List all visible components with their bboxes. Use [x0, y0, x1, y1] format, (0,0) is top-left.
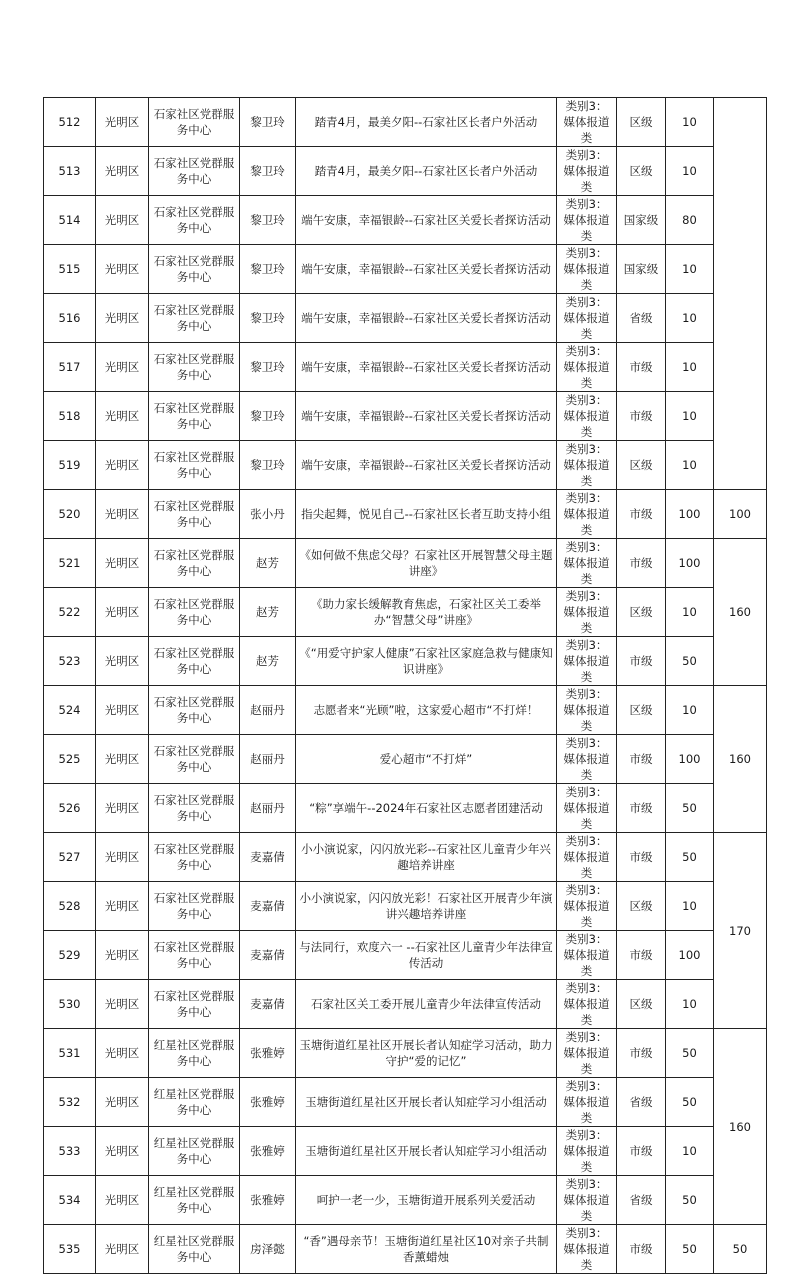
records-table [43, 97, 767, 1274]
table-row [44, 196, 767, 245]
category-cell: 类别3：媒体报道类 [557, 784, 617, 833]
level-cell: 市级 [617, 1029, 666, 1078]
score-cell: 50 [666, 637, 714, 686]
category-cell: 类别3：媒体报道类 [557, 1225, 617, 1274]
row-number-cell: 534 [44, 1176, 96, 1225]
table-row [44, 882, 767, 931]
row-number-cell: 516 [44, 294, 96, 343]
activity-title-cell: 《助力家长缓解教育焦虑，石家社区关工委举办“智慧父母”讲座》 [296, 588, 557, 637]
category-cell: 类别3：媒体报道类 [557, 147, 617, 196]
score-cell: 10 [666, 1127, 714, 1176]
organization-cell: 石家社区党群服务中心 [149, 245, 240, 294]
person-cell: 张雅婷 [240, 1176, 296, 1225]
district-cell: 光明区 [96, 1029, 149, 1078]
activity-title-cell: 爱心超市“不打烊” [296, 735, 557, 784]
score-cell: 10 [666, 245, 714, 294]
level-cell: 区级 [617, 588, 666, 637]
organization-cell: 石家社区党群服务中心 [149, 931, 240, 980]
category-cell: 类别3：媒体报道类 [557, 588, 617, 637]
person-cell: 张雅婷 [240, 1029, 296, 1078]
organization-cell: 红星社区党群服务中心 [149, 1127, 240, 1176]
category-cell: 类别3：媒体报道类 [557, 735, 617, 784]
activity-title-cell: 踏青4月，最美夕阳--石家社区长者户外活动 [296, 98, 557, 147]
activity-title-cell: 小小演说家，闪闪放光彩--石家社区儿童青少年兴趣培养讲座 [296, 833, 557, 882]
table-row [44, 833, 767, 882]
activity-title-cell: 端午安康，幸福银龄--石家社区关爱长者探访活动 [296, 294, 557, 343]
table-row [44, 392, 767, 441]
group-total-cell [714, 98, 767, 490]
organization-cell: 石家社区党群服务中心 [149, 294, 240, 343]
activity-title-cell: 玉塘街道红星社区开展长者认知症学习小组活动 [296, 1078, 557, 1127]
row-number-cell: 532 [44, 1078, 96, 1127]
score-cell: 10 [666, 343, 714, 392]
level-cell: 区级 [617, 686, 666, 735]
category-cell: 类别3：媒体报道类 [557, 1176, 617, 1225]
level-cell: 市级 [617, 1127, 666, 1176]
organization-cell: 石家社区党群服务中心 [149, 490, 240, 539]
activity-title-cell: 端午安康，幸福银龄--石家社区关爱长者探访活动 [296, 196, 557, 245]
level-cell: 区级 [617, 147, 666, 196]
level-cell: 市级 [617, 735, 666, 784]
district-cell: 光明区 [96, 833, 149, 882]
district-cell: 光明区 [96, 539, 149, 588]
level-cell: 市级 [617, 1225, 666, 1274]
level-cell: 区级 [617, 980, 666, 1029]
score-cell: 50 [666, 1225, 714, 1274]
activity-title-cell: 小小演说家，闪闪放光彩！石家社区开展青少年演讲兴趣培养讲座 [296, 882, 557, 931]
district-cell: 光明区 [96, 98, 149, 147]
district-cell: 光明区 [96, 294, 149, 343]
score-cell: 10 [666, 980, 714, 1029]
activity-title-cell: 玉塘街道红星社区开展长者认知症学习小组活动 [296, 1127, 557, 1176]
table-row [44, 1078, 767, 1127]
row-number-cell: 517 [44, 343, 96, 392]
organization-cell: 石家社区党群服务中心 [149, 637, 240, 686]
person-cell: 黎卫玲 [240, 392, 296, 441]
score-cell: 10 [666, 588, 714, 637]
level-cell: 市级 [617, 539, 666, 588]
row-number-cell: 522 [44, 588, 96, 637]
score-cell: 10 [666, 882, 714, 931]
level-cell: 区级 [617, 98, 666, 147]
table-row [44, 735, 767, 784]
group-total-cell: 160 [714, 686, 767, 833]
person-cell: 张雅婷 [240, 1127, 296, 1176]
person-cell: 黎卫玲 [240, 294, 296, 343]
district-cell: 光明区 [96, 735, 149, 784]
score-cell: 10 [666, 294, 714, 343]
district-cell: 光明区 [96, 196, 149, 245]
table-body [44, 98, 767, 1274]
table-row [44, 1176, 767, 1225]
group-total-cell: 170 [714, 833, 767, 1029]
row-number-cell: 520 [44, 490, 96, 539]
person-cell: 黎卫玲 [240, 147, 296, 196]
organization-cell: 石家社区党群服务中心 [149, 98, 240, 147]
level-cell: 国家级 [617, 196, 666, 245]
activity-title-cell: 志愿者来“光顾”啦，这家爱心超市“不打烊！ [296, 686, 557, 735]
score-cell: 10 [666, 98, 714, 147]
organization-cell: 石家社区党群服务中心 [149, 588, 240, 637]
row-number-cell: 515 [44, 245, 96, 294]
district-cell: 光明区 [96, 637, 149, 686]
organization-cell: 红星社区党群服务中心 [149, 1078, 240, 1127]
group-total-cell: 160 [714, 1029, 767, 1225]
district-cell: 光明区 [96, 882, 149, 931]
table-row [44, 343, 767, 392]
activity-title-cell: 端午安康，幸福银龄--石家社区关爱长者探访活动 [296, 343, 557, 392]
district-cell: 光明区 [96, 343, 149, 392]
level-cell: 市级 [617, 784, 666, 833]
category-cell: 类别3：媒体报道类 [557, 441, 617, 490]
category-cell: 类别3：媒体报道类 [557, 1127, 617, 1176]
district-cell: 光明区 [96, 392, 149, 441]
organization-cell: 石家社区党群服务中心 [149, 784, 240, 833]
level-cell: 区级 [617, 441, 666, 490]
person-cell: 麦嘉倩 [240, 833, 296, 882]
row-number-cell: 523 [44, 637, 96, 686]
table-row [44, 1225, 767, 1274]
activity-title-cell: 与法同行，欢度六一 --石家社区儿童青少年法律宣传活动 [296, 931, 557, 980]
table-row [44, 539, 767, 588]
organization-cell: 石家社区党群服务中心 [149, 147, 240, 196]
activity-title-cell: 端午安康，幸福银龄--石家社区关爱长者探访活动 [296, 392, 557, 441]
category-cell: 类别3：媒体报道类 [557, 686, 617, 735]
table-row [44, 980, 767, 1029]
score-cell: 80 [666, 196, 714, 245]
category-cell: 类别3：媒体报道类 [557, 1078, 617, 1127]
organization-cell: 石家社区党群服务中心 [149, 196, 240, 245]
category-cell: 类别3：媒体报道类 [557, 980, 617, 1029]
activity-title-cell: 呵护一老一少，玉塘街道开展系列关爱活动 [296, 1176, 557, 1225]
table-row [44, 1127, 767, 1176]
table-row [44, 686, 767, 735]
district-cell: 光明区 [96, 588, 149, 637]
score-cell: 50 [666, 784, 714, 833]
category-cell: 类别3：媒体报道类 [557, 98, 617, 147]
activity-title-cell: “粽”享端午--2024年石家社区志愿者团建活动 [296, 784, 557, 833]
score-cell: 50 [666, 1078, 714, 1127]
level-cell: 区级 [617, 882, 666, 931]
organization-cell: 石家社区党群服务中心 [149, 735, 240, 784]
row-number-cell: 512 [44, 98, 96, 147]
person-cell: 赵芳 [240, 539, 296, 588]
organization-cell: 石家社区党群服务中心 [149, 441, 240, 490]
table-row [44, 441, 767, 490]
activity-title-cell: 端午安康，幸福银龄--石家社区关爱长者探访活动 [296, 245, 557, 294]
score-cell: 100 [666, 539, 714, 588]
table-row [44, 98, 767, 147]
table-row [44, 147, 767, 196]
category-cell: 类别3：媒体报道类 [557, 392, 617, 441]
district-cell: 光明区 [96, 490, 149, 539]
group-total-cell: 160 [714, 539, 767, 686]
group-total-cell: 50 [714, 1225, 767, 1274]
organization-cell: 红星社区党群服务中心 [149, 1029, 240, 1078]
person-cell: 麦嘉倩 [240, 980, 296, 1029]
row-number-cell: 524 [44, 686, 96, 735]
activity-title-cell: 端午安康，幸福银龄--石家社区关爱长者探访活动 [296, 441, 557, 490]
activity-title-cell: 踏青4月，最美夕阳--石家社区长者户外活动 [296, 147, 557, 196]
category-cell: 类别3：媒体报道类 [557, 343, 617, 392]
organization-cell: 石家社区党群服务中心 [149, 539, 240, 588]
row-number-cell: 526 [44, 784, 96, 833]
row-number-cell: 513 [44, 147, 96, 196]
category-cell: 类别3：媒体报道类 [557, 931, 617, 980]
person-cell: 赵丽丹 [240, 735, 296, 784]
level-cell: 省级 [617, 1078, 666, 1127]
person-cell: 赵丽丹 [240, 784, 296, 833]
table-row [44, 245, 767, 294]
score-cell: 10 [666, 147, 714, 196]
activity-title-cell: 指尖起舞，悦见自己--石家社区长者互助支持小组 [296, 490, 557, 539]
category-cell: 类别3：媒体报道类 [557, 245, 617, 294]
activity-title-cell: 《“用爱守护家人健康”石家社区家庭急救与健康知识讲座》 [296, 637, 557, 686]
category-cell: 类别3：媒体报道类 [557, 539, 617, 588]
level-cell: 市级 [617, 833, 666, 882]
person-cell: 房泽懿 [240, 1225, 296, 1274]
organization-cell: 石家社区党群服务中心 [149, 833, 240, 882]
district-cell: 光明区 [96, 1127, 149, 1176]
level-cell: 市级 [617, 637, 666, 686]
person-cell: 张雅婷 [240, 1078, 296, 1127]
organization-cell: 红星社区党群服务中心 [149, 1176, 240, 1225]
category-cell: 类别3：媒体报道类 [557, 637, 617, 686]
activity-title-cell: 《如何做不焦虑父母？石家社区开展智慧父母主题讲座》 [296, 539, 557, 588]
level-cell: 省级 [617, 1176, 666, 1225]
score-cell: 100 [666, 735, 714, 784]
district-cell: 光明区 [96, 1225, 149, 1274]
organization-cell: 石家社区党群服务中心 [149, 343, 240, 392]
score-cell: 50 [666, 833, 714, 882]
person-cell: 赵芳 [240, 637, 296, 686]
district-cell: 光明区 [96, 1176, 149, 1225]
table-row [44, 294, 767, 343]
table-row [44, 588, 767, 637]
table-row [44, 931, 767, 980]
person-cell: 黎卫玲 [240, 343, 296, 392]
district-cell: 光明区 [96, 1078, 149, 1127]
category-cell: 类别3：媒体报道类 [557, 490, 617, 539]
category-cell: 类别3：媒体报道类 [557, 1029, 617, 1078]
district-cell: 光明区 [96, 147, 149, 196]
organization-cell: 石家社区党群服务中心 [149, 686, 240, 735]
person-cell: 赵芳 [240, 588, 296, 637]
district-cell: 光明区 [96, 784, 149, 833]
category-cell: 类别3：媒体报道类 [557, 196, 617, 245]
row-number-cell: 529 [44, 931, 96, 980]
person-cell: 黎卫玲 [240, 245, 296, 294]
district-cell: 光明区 [96, 441, 149, 490]
organization-cell: 石家社区党群服务中心 [149, 980, 240, 1029]
activity-title-cell: 玉塘街道红星社区开展长者认知症学习活动，助力守护“爱的记忆” [296, 1029, 557, 1078]
row-number-cell: 535 [44, 1225, 96, 1274]
row-number-cell: 528 [44, 882, 96, 931]
district-cell: 光明区 [96, 931, 149, 980]
person-cell: 张小丹 [240, 490, 296, 539]
score-cell: 10 [666, 392, 714, 441]
score-cell: 10 [666, 441, 714, 490]
level-cell: 省级 [617, 294, 666, 343]
district-cell: 光明区 [96, 980, 149, 1029]
category-cell: 类别3：媒体报道类 [557, 882, 617, 931]
row-number-cell: 525 [44, 735, 96, 784]
table-row [44, 1029, 767, 1078]
person-cell: 麦嘉倩 [240, 882, 296, 931]
row-number-cell: 514 [44, 196, 96, 245]
row-number-cell: 521 [44, 539, 96, 588]
person-cell: 黎卫玲 [240, 98, 296, 147]
row-number-cell: 531 [44, 1029, 96, 1078]
level-cell: 市级 [617, 931, 666, 980]
person-cell: 黎卫玲 [240, 441, 296, 490]
row-number-cell: 527 [44, 833, 96, 882]
table-row [44, 637, 767, 686]
level-cell: 市级 [617, 490, 666, 539]
level-cell: 市级 [617, 343, 666, 392]
district-cell: 光明区 [96, 245, 149, 294]
score-cell: 10 [666, 686, 714, 735]
person-cell: 麦嘉倩 [240, 931, 296, 980]
organization-cell: 石家社区党群服务中心 [149, 882, 240, 931]
category-cell: 类别3：媒体报道类 [557, 833, 617, 882]
row-number-cell: 533 [44, 1127, 96, 1176]
score-cell: 50 [666, 1176, 714, 1225]
level-cell: 市级 [617, 392, 666, 441]
category-cell: 类别3：媒体报道类 [557, 294, 617, 343]
table-row [44, 784, 767, 833]
person-cell: 黎卫玲 [240, 196, 296, 245]
person-cell: 赵丽丹 [240, 686, 296, 735]
score-cell: 100 [666, 490, 714, 539]
score-cell: 50 [666, 1029, 714, 1078]
row-number-cell: 519 [44, 441, 96, 490]
score-cell: 100 [666, 931, 714, 980]
group-total-cell: 100 [714, 490, 767, 539]
organization-cell: 石家社区党群服务中心 [149, 392, 240, 441]
level-cell: 国家级 [617, 245, 666, 294]
district-cell: 光明区 [96, 686, 149, 735]
row-number-cell: 518 [44, 392, 96, 441]
table-row [44, 490, 767, 539]
activity-title-cell: 石家社区关工委开展儿童青少年法律宣传活动 [296, 980, 557, 1029]
row-number-cell: 530 [44, 980, 96, 1029]
activity-title-cell: “香”遇母亲节！玉塘街道红星社区10对亲子共制香薰蜡烛 [296, 1225, 557, 1274]
organization-cell: 红星社区党群服务中心 [149, 1225, 240, 1274]
